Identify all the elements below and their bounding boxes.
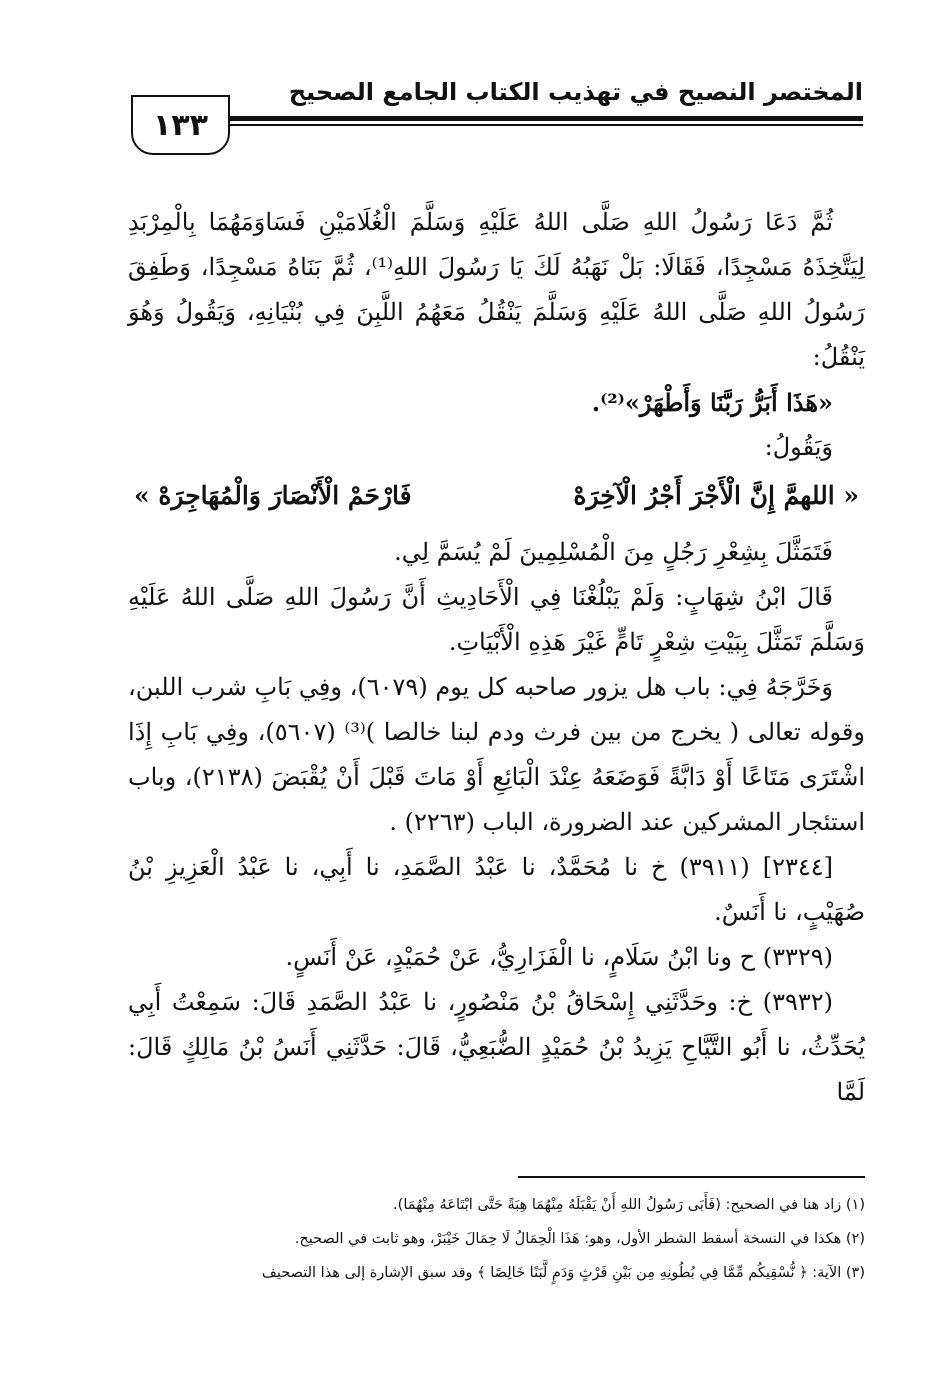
page-number: ١٣٣	[131, 95, 230, 155]
footnote: (١) زاد هنا في الصحيح: (فَأَبَى رَسُولُ اللهِ أَنْ يَقْبَلَهُ مِنْهُمَا هِبَةً حَتَّى ابْتَاعَهُ مِنْهُمَا).	[393, 1197, 865, 1213]
main-text	[128, 200, 865, 1115]
paragraph: فَتَمَثَّلَ بِشِعْرِ رَجُلٍ مِنَ الْمُسْلِمِينَ لَمْ يُسَمَّ لِي.	[394, 538, 833, 566]
footnote-separator	[518, 1176, 865, 1178]
paragraph: وَخَرَّجَهُ فِي: باب هل يزور صاحبه كل يوم (٦٠٧٩)، وفِي بَابِ شرب اللبن، وقوله تعالى ( يخرج من بين فرث ودم لبنا خالصا )⁽³⁾ (٥٦٠٧)، وفِي بَابِ إِذَا اشْتَرَى مَتَاعًا أَوْ دَابَّةً فَوَضَعَهُ عِنْدَ الْبَائِعِ أَوْ مَاتَ قَبْلَ أَنْ يُقْبَضَ (٢١٣٨)، وباب استئجار المشركين عند الضرورة، الباب (٢٢٦٣) .	[128, 673, 865, 836]
header-rule-thick	[228, 116, 863, 121]
spacer	[128, 522, 865, 530]
verse-first-hemistich: « اللهمَّ إِنَّ الْأَجْرَ أَجْرُ الْآخِرَهْ	[573, 481, 859, 510]
paragraph: (٣٩٣٢) خ: وحَدَّثَنِي إِسْحَاقُ بْنُ مَنْصُورٍ، نا عَبْدُ الصَّمَدِ قَالَ: سَمِعْتُ أَبِي يُحَدِّثُ، نا أَبُو التَّيَّاحِ يَزِيدُ بْنُ حُمَيْدٍ الضُّبَعِيُّ، قَالَ: حَدَّثَنِي أَنَسُ بْنُ مَالِكٍ قَالَ: لَمَّا	[128, 988, 865, 1106]
paragraph: وَيَقُولُ:	[764, 433, 833, 461]
paragraph: قَالَ ابْنُ شِهَابٍ: وَلَمْ يَبْلُغْنَا فِي الْأَحَادِيثِ أَنَّ رَسُولَ اللهِ صَلَّى اللهُ عَلَيْهِ وَسَلَّمَ تَمَثَّلَ بِبَيْتِ شِعْرٍ تَامٍّ غَيْرَ هَذِهِ الْأَبْيَاتِ.	[128, 583, 865, 656]
footnotes	[190, 1188, 865, 1290]
quote-line: «هَذَا أَبَرُّ رَبَّنَا وَأَطْهَرْ»⁽²⁾.	[591, 388, 833, 417]
paragraph: ثُمَّ دَعَا رَسُولُ اللهِ صَلَّى اللهُ عَلَيْهِ وَسَلَّمَ الْغُلَامَيْنِ فَسَاوَمَهُمَا بِالْمِرْبَدِ لِيَتَّخِذَهُ مَسْجِدًا، فَقَالَا: بَلْ نَهَبُهُ لَكَ يَا رَسُولَ اللهِ⁽¹⁾، ثُمَّ بَنَاهُ مَسْجِدًا، وَطَفِقَ رَسُولُ اللهِ صَلَّى اللهُ عَلَيْهِ وَسَلَّمَ يَنْقُلُ مَعَهُمُ اللَّبِنَ فِي بُنْيَانِهِ، وَيَقُولُ وَهُوَ يَنْقُلُ:	[128, 208, 866, 371]
footnote: (٣) الآية: ﴿ نُّسْقِيكُم مِّمَّا فِي بُطُونِهِ مِن بَيْنِ فَرْثٍ وَدَمٍ لَّبَنًا خَالِصًا ﴾ وقد سبق الإشارة إلى هذا التصحيف	[261, 1265, 865, 1281]
verse-second-hemistich: فَارْحَمْ الْأَنْصَارَ وَالْمُهَاجِرَهْ »	[134, 481, 412, 510]
header-rule-thin	[228, 124, 863, 126]
footnote: (٢) هكذا في النسخة أسقط الشطر الأول، وهو: هَذَا الْحِمَالُ لَا حِمَالَ خَيْبَرْ، وهو ثابت في الصحيح.	[294, 1231, 865, 1247]
running-title: المختصر النصيح في تهذيب الكتاب الجامع الصحيح	[288, 78, 863, 106]
verse	[128, 470, 865, 522]
paragraph: [٢٣٤٤] (٣٩١١) خ نا مُحَمَّدٌ، نا عَبْدُ الصَّمَدِ، نا أَبِي، نا عَبْدُ الْعَزِيزِ بْنُ صُهَيْبٍ، نا أَنَسٌ.	[128, 853, 865, 926]
paragraph: (٣٣٢٩) ح ونا ابْنُ سَلَامٍ، نا الْفَزَارِيُّ، عَنْ حُمَيْدٍ، عَنْ أَنَسٍ.	[285, 943, 833, 971]
